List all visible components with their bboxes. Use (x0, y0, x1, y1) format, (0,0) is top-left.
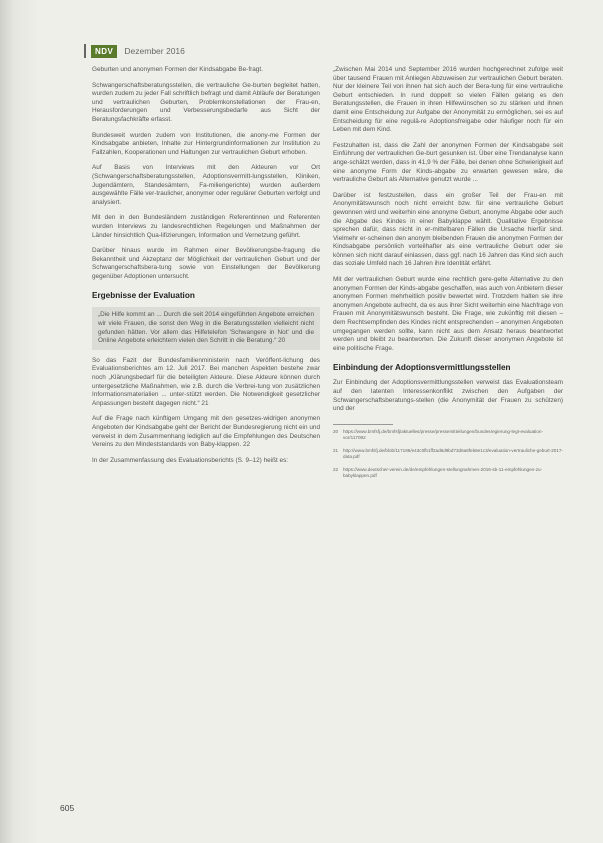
issue-date: Dezember 2016 (124, 46, 185, 56)
footnote-link[interactable]: https://www.deutscher-verein.de/de/empfehlungen-stellungnahmen-2016-sb-11-empfehlungen-zu-babyklappen.pdf (343, 466, 543, 478)
paragraph: „Zwischen Mai 2014 und September 2016 wurden hochgerechnet zufolge weit über tausend Frauen mit Anliegen Abzuweisen zur vertraulichen Geburt beraten. Nur der kleinere Teil von ihnen hat sich auch der Bera-tung für eine vertrauliche Geburt entschieden. In rund doppelt so vielen Fällen gelang es den Beratungsstellen, die Frauen in ihren Hilfewünschen so zu stärken und ihnen damit eine Entscheidung zur Aufgabe der Anonymität zu ermöglichen, sei es auf Entscheidung für eine regulä-re Adoptionsfreigabe oder häufiger noch für ein Leben mit dem Kind. (333, 66, 563, 134)
paragraph: Mit den in den Bundesländern zuständigen Referentinnen und Referenten wurden Interviews zu landesrechtlichen Regelungen und Maßnahmen der Länder hinsichtlich Qua-lifizierungen, Information und Vernetzung geführt. (92, 214, 320, 239)
journal-badge: NDV (91, 45, 117, 58)
section-heading-evaluation: Ergebnisse der Evaluation (92, 291, 195, 301)
paragraph: Geburten und anonymen Formen der Kindsabgabe Be-fragt. (92, 66, 263, 73)
paragraph: Auf Basis von Interviews mit den Akteuren vor Ort (Schwangerschaftsberatungsstellen, Adoptionsvermitt-lungsstellen, Kliniken, Jugendämtern, Standesämtern, Fa-miliengerichte) wurden außerdem ausgewählte Fälle ver-traulicher, anonymer oder regulärer Geburten verfolgt und analysiert. (92, 164, 320, 206)
paragraph: Darüber ist festzustellen, dass ein großer Teil der Frau-en mit Anonymitätswunsch noch nicht erreicht bzw. für eine vertrauliche Geburt gewonnen wird und weiterhin eine anonyme Geburt, anonyme Abgabe oder auch die Abgabe des Kindes in einer Babyklappe wählt. Qualitative Ergebnisse sprechen dafür, dass nicht in er-mittelbaren Fällen die Ursache hierfür sind. Vielmehr er-scheinen den anonym bleibenden Frauen die anonymen Formen der Kindsabgabe persönlich vorteilhafter als eine vertrauliche Geburt oder sie können sich nicht darauf einlassen, dass ggf. nach 16 Jahren das Kind sich auch das soziale Umfeld nach 16 Jahren ihre Identität erfährt. (333, 191, 563, 268)
page-number: 605 (60, 803, 75, 813)
footnote-link[interactable]: https://www.bmfsfj.de/bmfsfj/aktuelles/presse/pressemitteilungen/bundesregierung-legt-evaluation-vor/117082 (343, 428, 543, 440)
paragraph: In der Zusammenfassung des Evaluationsberichts (S. 9–12) heißt es: (92, 456, 289, 464)
quote-box: „Die Hilfe kommt an ... Durch die seit 2014 eingeführten Angebote erreichen wir viele Frauen, die sonst den Weg in die Beratungsstellen vielleicht nicht gefunden hätten. Vor allem das Hilfetelefon 'Schwangere in Not' und die Online Angebote erleichtern vielen den Schritt in die Beratung.“ 20 (92, 307, 320, 349)
footnote-number: 21 (333, 447, 339, 453)
footnote-link[interactable]: http://www.bmfsfj.de/blob/117186/e43c0fb1ff2ad6d9bd73d6a6feb6e1c3/evaluation-vertrauliche-geburt-2017-data.pdf (343, 447, 563, 459)
paragraph: Schwangerschaftsberatungsstellen, die vertrauliche Ge-burten begleitet hatten, wurden zudem zu jeder Fall schriftlich befragt und damit Abläufe der Beratungen und vertraulichen Geburten, Problemkonstellationen der Frau-en, Herausforderungen und Verbesserungsbedarfe aus Sicht der Beratungsfachkräfte erfasst. (92, 81, 320, 123)
section-heading-adoption: Einbindung der Adoptionsvermittlungsstellen (333, 363, 511, 373)
paragraph: So das Fazit der Bundesfamilienministerin nach Veröffent-lichung des Evaluationsberichtes am 12. Juli 2017. Bei manchen Aspekten bestehe zwar noch „Klärungsbedarf für die beteiligten Akteure. Diese Akteure können durch untergesetzliche Maßnahmen, wie z.B. durch die Verbrei-tung von zusätzlichen Informationsmaterialien ... unter-stützt werden. Die Notwendigkeit gesetzlicher Anpassungen besteht dagegen nicht.“ 21 (92, 356, 320, 407)
paragraph: Festzuhalten ist, dass die Zahl der anonymen Formen der Kindsabgabe seit Einführung der vertraulichen Ge-burt gesunken ist. Über eine Trendanalyse kann ange-schätzt werden, dass in 41,9 % der Fälle, bei denen ohne Schwierigkeit auf eine anonyme Form der Kinds-abgabe zu erwarten gewesen wäre, die vertrauliche Geburt als Alternative genutzt wurde ... (333, 141, 563, 184)
paragraph: Auf die Frage nach künftigem Umgang mit den gesetzes-widrigen anonymen Angeboten der Kindsabgabe geht der Bericht der Bundesregierung nicht ein und verweist in dem Zusammenhang lediglich auf die Empfehlungen des Deutschen Vereins zu den Mindeststandards von Baby-klappen. 22 (92, 415, 320, 449)
footnote (333, 429, 563, 441)
header-rule (84, 44, 86, 58)
footnote-number: 22 (333, 466, 339, 472)
paragraph: Darüber hinaus wurde im Rahmen einer Bevölkerungsbe-fragung die Bekanntheit und Akzeptanz der Möglichkeit der vertraulichen Geburt und der Schwangerschaftsbera-tung sowie von Einstellungen der Bevölkerung gegenüber Adoptionen untersucht. (92, 247, 320, 280)
footnote-number: 20 (333, 428, 339, 434)
page-header (84, 44, 185, 58)
left-column (92, 66, 320, 472)
footnote (333, 467, 563, 479)
right-column (333, 66, 563, 486)
paragraph: Bundesweit wurden zudem von Institutionen, die anony-me Formen der Kindsabgabe anbieten, Inhalte zur Hintergrundinformationen zur Institution zu Fallzahlen, Kooperationen und Haltungen zur vertraulichen Geburt erhoben. (92, 131, 320, 156)
paragraph: Zur Einbindung der Adoptionsvermittlungsstellen verweist das Evaluationsteam auf den latenten Interessenkonflikt zwischen den Aufgaben der Schwangerschaftsberatungs-stellen (die Anonymität der Frauen zu schützen) und der (333, 379, 563, 413)
footnote (333, 448, 563, 460)
paragraph: Mit der vertraulichen Geburt wurde eine rechtlich gere-gelte Alternative zu den anonymen Formen der Kinds-abgabe geschaffen, was auch von Anbietern dieser anonymen Formen mehrheitlich positiv bewertet wird. Trotzdem halten sie ihre anonymen Angebote aufrecht, da es aus ihrer Sicht weiterhin eine Nachfrage von Frauen mit Anonymitätswunsch besteht. Die Frage, wie zukünftig mit diesen – dem Rechtsempfinden des Kindes nicht entsprechenden – anonymen Angeboten umgegangen werden sollte, kann nicht aus dem Ansatz heraus beantwortet werden und bleibt zu beantworten. Die Zukunft dieser anonymen Angebote ist eine politische Frage. (333, 276, 563, 352)
footnote-separator (333, 424, 393, 425)
